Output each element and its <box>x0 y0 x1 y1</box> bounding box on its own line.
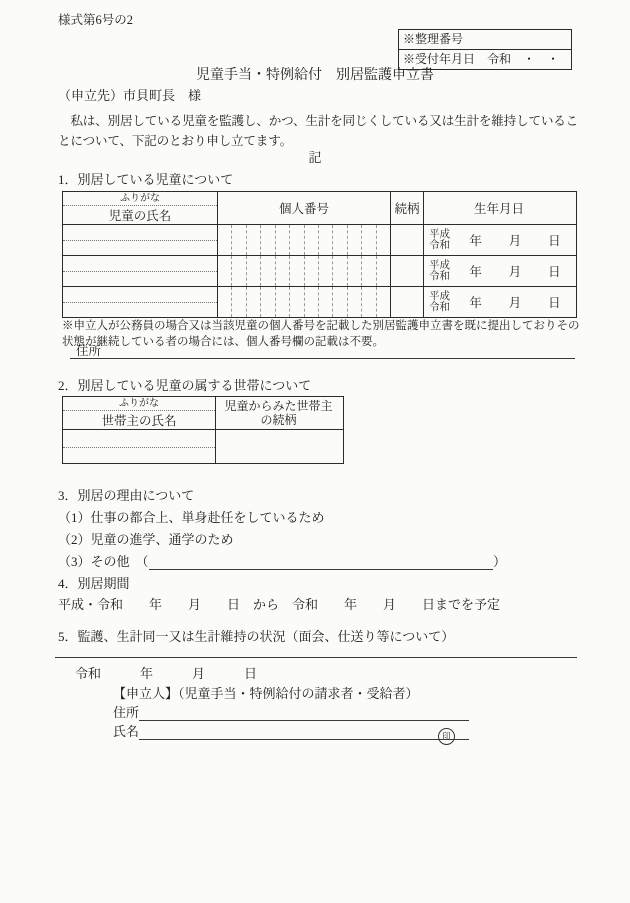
child-name-input-1[interactable] <box>63 225 218 255</box>
section5-heading: 5．監護、生計同一又は生計維持の状況（面会、仕送り等について） <box>58 629 455 644</box>
digit-box[interactable] <box>218 256 232 286</box>
children-table <box>62 191 577 318</box>
page-title: 児童手当・特例給付 別居監護申立書 <box>196 68 434 83</box>
note-line-2: 状態が継続している者の場合には、個人番号欄の記載は不要。 <box>62 336 384 348</box>
digit-box[interactable] <box>276 225 290 255</box>
digit-box[interactable] <box>218 287 232 317</box>
intro-line-1: 私は、別居している児童を監護し、かつ、生計を同じくしている又は生計を維持しているこ <box>58 114 579 128</box>
addressee: （申立先）市貝町長 様 <box>58 88 202 103</box>
digit-box[interactable] <box>276 287 290 317</box>
digit-box[interactable] <box>261 225 275 255</box>
form-number: 様式第6号の2 <box>58 13 134 27</box>
era-label: 平成 令和 <box>429 290 450 313</box>
digit-box[interactable] <box>305 256 319 286</box>
child-name-input-2[interactable] <box>63 256 218 286</box>
intro-line-2: とについて、下記のとおり申し立てます。 <box>58 134 292 148</box>
personal-number-input-2[interactable] <box>218 256 391 286</box>
child-name-input-3[interactable] <box>63 287 218 317</box>
month-label: 月 <box>508 234 522 248</box>
header-relation: 続柄 <box>391 192 424 224</box>
header-household-name <box>63 397 216 429</box>
digit-box[interactable] <box>319 256 333 286</box>
birthdate-input-1[interactable] <box>424 225 574 255</box>
digit-box[interactable] <box>247 287 261 317</box>
section1-heading: 1．別居している児童について <box>58 172 234 187</box>
children-table-header <box>63 192 576 224</box>
personal-number-input-1[interactable] <box>218 225 391 255</box>
children-address-input[interactable] <box>70 342 575 359</box>
day-label: 日 <box>548 265 561 279</box>
record-marker: 記 <box>308 150 322 165</box>
relation-input-1[interactable] <box>391 225 424 255</box>
digit-box[interactable] <box>319 225 333 255</box>
seal-mark-icon: 印 <box>438 728 455 745</box>
reason-option-1: （1）仕事の都合上、単身赴任をしているため <box>58 510 325 525</box>
applicant-address-input[interactable] <box>139 705 469 721</box>
household-table <box>62 396 344 464</box>
year-label: 年 <box>469 265 482 279</box>
header-personal-number: 個人番号 <box>218 192 391 224</box>
digit-box[interactable] <box>362 256 376 286</box>
digit-box[interactable] <box>333 287 347 317</box>
received-date-field[interactable]: ※受付年月日 令和 ・ ・ <box>399 49 571 69</box>
digit-box[interactable] <box>305 287 319 317</box>
applicant-name-row <box>113 724 469 740</box>
serial-number-field[interactable]: ※整理番号 <box>403 32 464 46</box>
child-row-2 <box>63 255 576 286</box>
household-name-label: 世帯主の氏名 <box>101 414 177 428</box>
era-label: 平成 令和 <box>429 259 450 282</box>
digit-box[interactable] <box>290 256 304 286</box>
personal-number-input-3[interactable] <box>218 287 391 317</box>
digit-box[interactable] <box>232 225 246 255</box>
furigana-label: ふりがな <box>63 192 217 206</box>
birthdate-input-3[interactable] <box>424 287 574 317</box>
digit-box[interactable] <box>319 287 333 317</box>
section4-heading: 4．別居期間 <box>58 576 130 591</box>
digit-box[interactable] <box>362 225 376 255</box>
relation-input-3[interactable] <box>391 287 424 317</box>
era-label: 平成 令和 <box>429 228 450 251</box>
applicant-address-row <box>113 705 469 721</box>
digit-box[interactable] <box>218 225 232 255</box>
address-label: 住所 <box>76 344 102 358</box>
header-household-relation: 児童からみた世帯主 の続柄 <box>224 399 333 427</box>
digit-box[interactable] <box>247 225 261 255</box>
header-child-name <box>63 192 218 224</box>
digit-box[interactable] <box>232 256 246 286</box>
reason-option-2: （2）児童の進学、通学のため <box>58 532 234 547</box>
month-label: 月 <box>508 265 522 279</box>
day-label: 日 <box>548 234 561 248</box>
applicant-label: 【申立人】（児童手当・特例給付の請求者・受給者） <box>113 686 419 701</box>
paren-close: ） <box>492 554 506 569</box>
applicant-name-input[interactable] <box>139 724 469 740</box>
household-table-header <box>63 397 343 429</box>
header-birthdate: 生年月日 <box>473 202 524 216</box>
signature-date-line[interactable]: 令和 年 月 日 <box>75 666 258 681</box>
section3-heading: 3．別居の理由について <box>58 488 195 503</box>
reason-other-label: （3）その他 <box>58 554 130 569</box>
child-row-3 <box>63 286 576 317</box>
birthdate-input-2[interactable] <box>424 256 574 286</box>
household-name-input[interactable] <box>63 430 216 463</box>
digit-box[interactable] <box>333 256 347 286</box>
reason-option-other <box>58 554 506 570</box>
month-label: 月 <box>508 296 522 310</box>
reason-other-input[interactable] <box>149 554 493 570</box>
day-label: 日 <box>548 296 561 310</box>
relation-input-2[interactable] <box>391 256 424 286</box>
digit-box[interactable] <box>362 287 376 317</box>
child-row-1 <box>63 224 576 255</box>
digit-box[interactable] <box>276 256 290 286</box>
digit-box[interactable] <box>305 225 319 255</box>
child-name-label: 児童の氏名 <box>108 209 172 223</box>
year-label: 年 <box>469 234 482 248</box>
digit-box[interactable] <box>377 225 390 255</box>
digit-box[interactable] <box>261 287 275 317</box>
digit-box[interactable] <box>377 256 390 286</box>
digit-box[interactable] <box>333 225 347 255</box>
applicant-name-label: 氏名 <box>113 724 140 739</box>
household-row <box>63 429 343 463</box>
separation-period-line[interactable]: 平成・令和 年 月 日 から 令和 年 月 日までを予定 <box>58 597 501 612</box>
digit-box[interactable] <box>247 256 261 286</box>
digit-box[interactable] <box>348 287 362 317</box>
digit-box[interactable] <box>232 287 246 317</box>
signature-divider <box>55 657 577 658</box>
digit-box[interactable] <box>377 287 390 317</box>
digit-box[interactable] <box>348 225 362 255</box>
note-line-1: ※申立人が公務員の場合又は当該児童の個人番号を記載した別居監護申立書を既に提出しておりその <box>62 320 580 332</box>
digit-box[interactable] <box>290 287 304 317</box>
year-label: 年 <box>469 296 482 310</box>
furigana-label: ふりがな <box>63 397 215 411</box>
digit-box[interactable] <box>290 225 304 255</box>
household-relation-input[interactable] <box>216 430 341 463</box>
paren-open: （ <box>135 554 149 569</box>
digit-box[interactable] <box>261 256 275 286</box>
digit-box[interactable] <box>348 256 362 286</box>
applicant-address-label: 住所 <box>113 705 140 720</box>
section2-heading: 2．別居している児童の属する世帯について <box>58 378 312 393</box>
